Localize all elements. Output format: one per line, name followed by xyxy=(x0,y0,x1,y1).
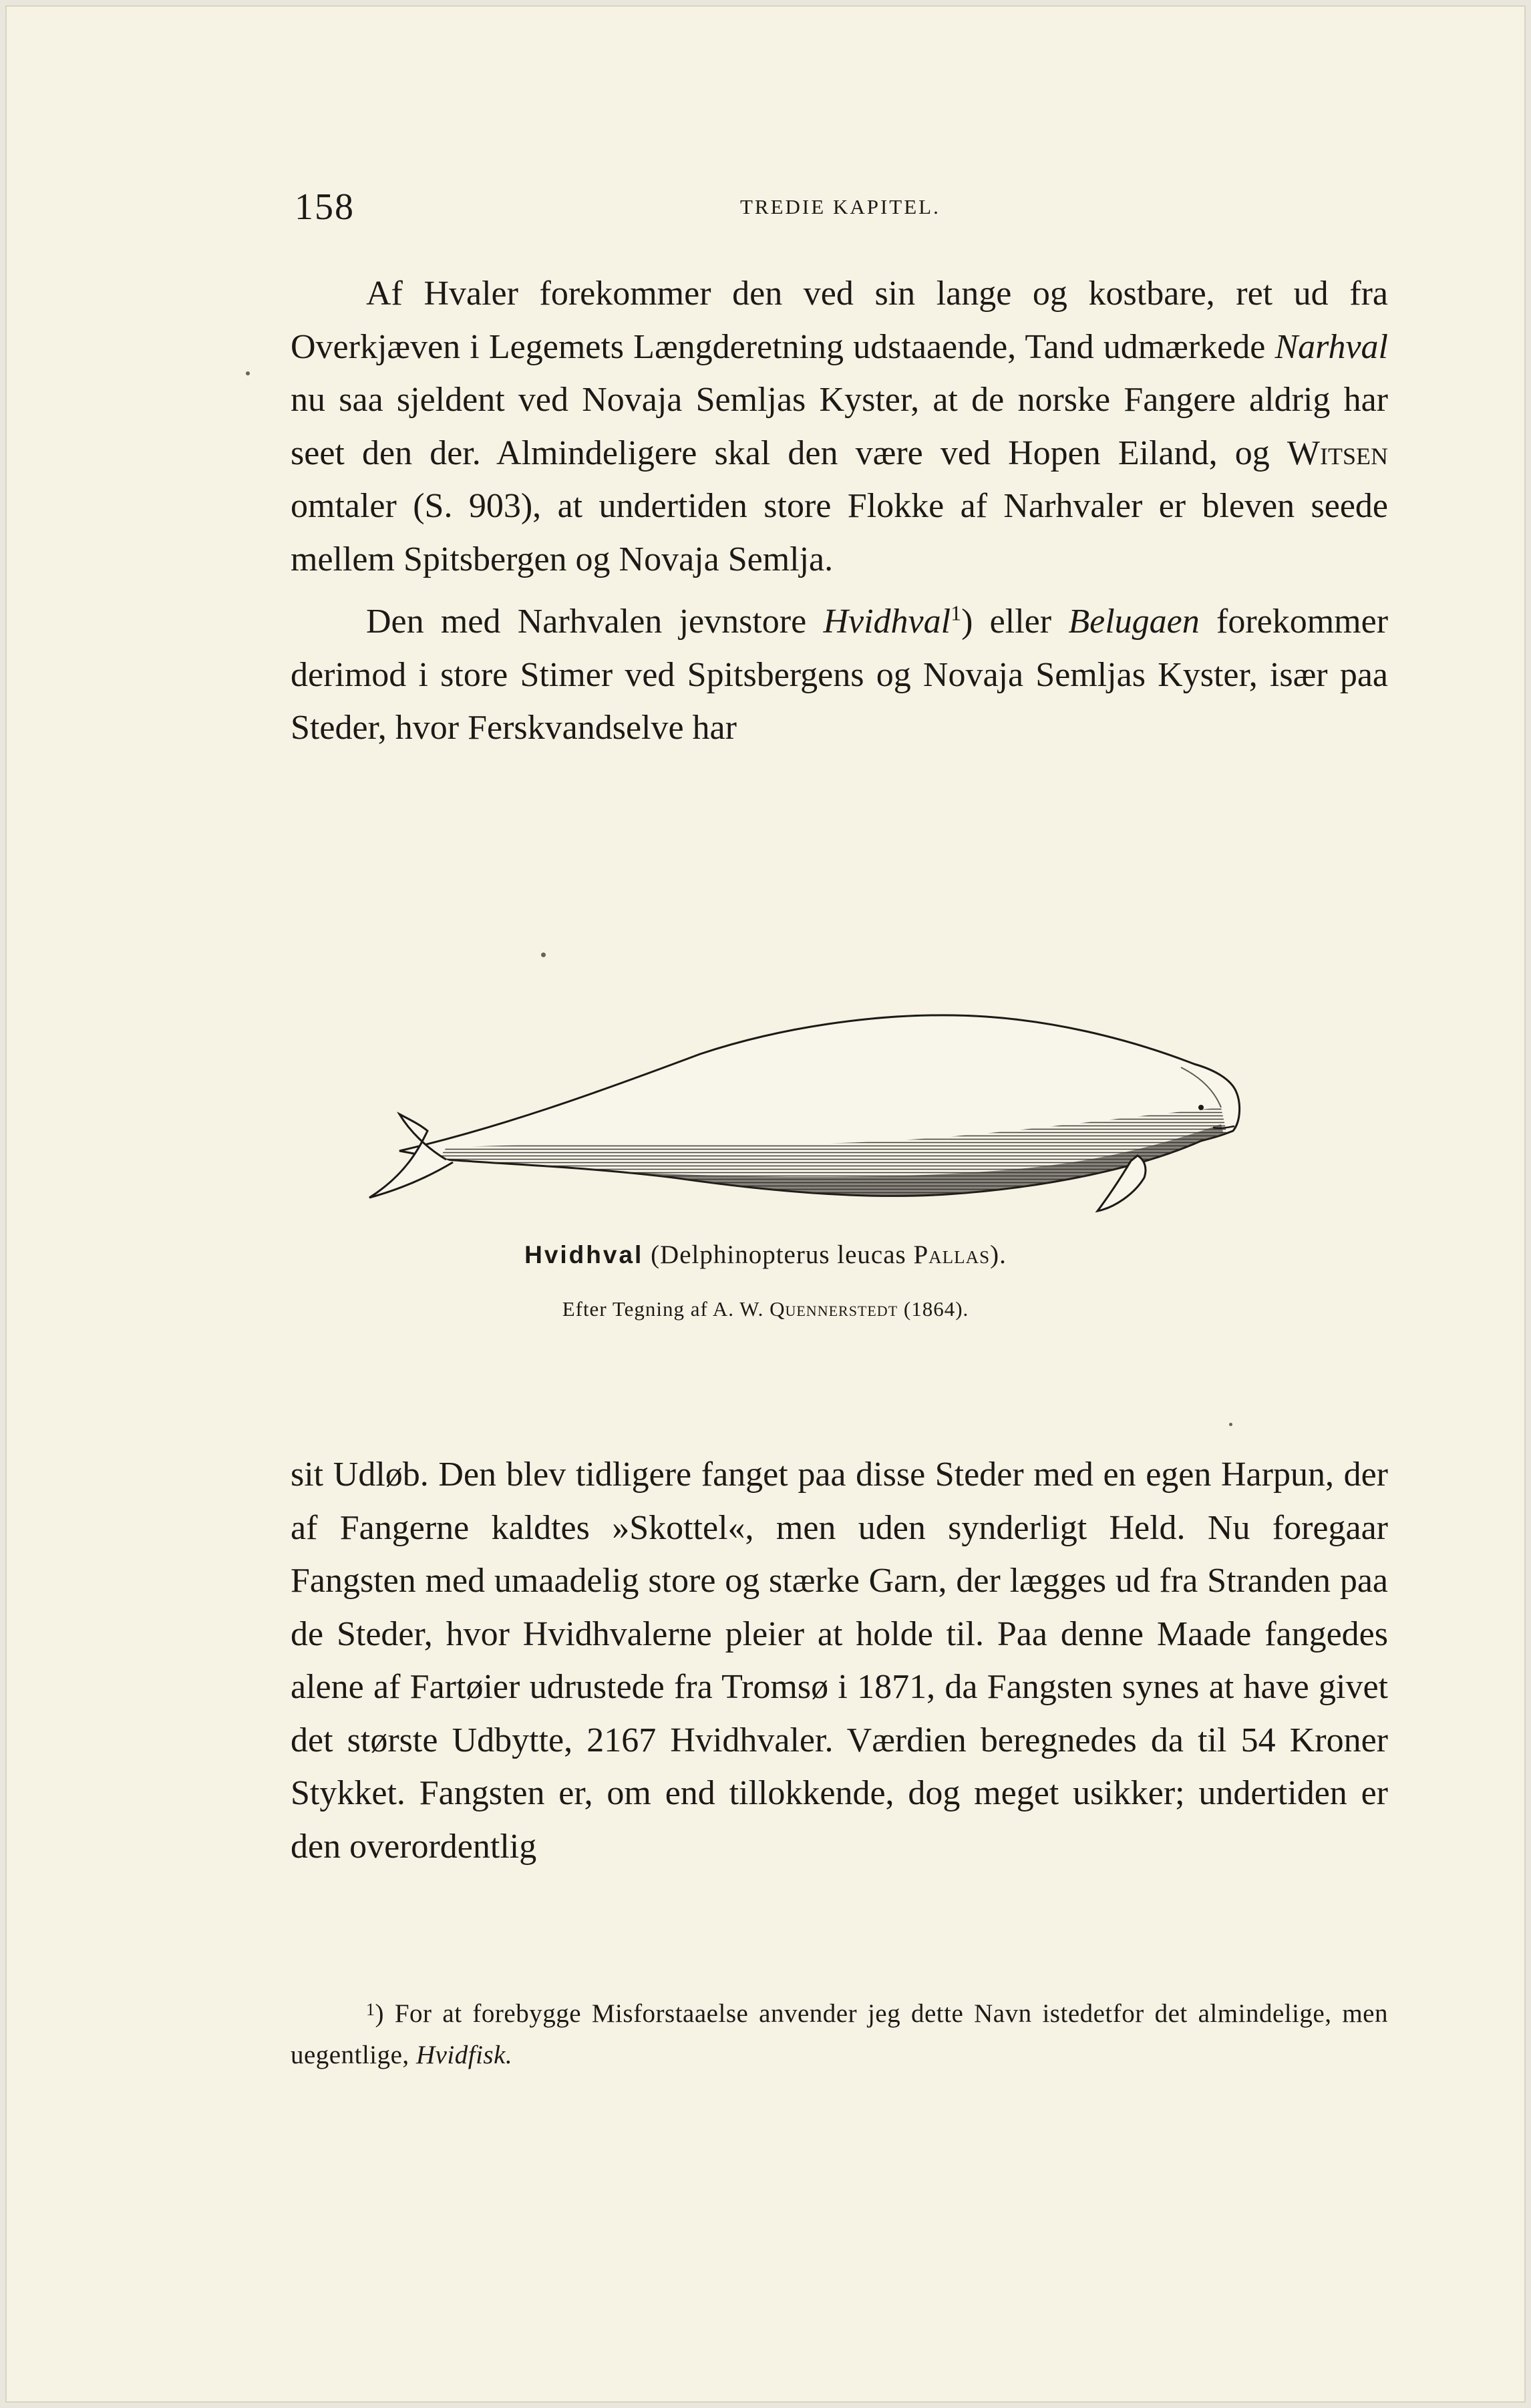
text-run: omtaler (S. 903), at undertiden store Flokke af Narhvaler er bleven seede mellem Spitsbergen og Novaja Semlja. xyxy=(291,487,1388,578)
caption-text: (Delphinopterus leucas xyxy=(643,1240,914,1269)
credit-text: Efter Tegning af A. W. xyxy=(562,1297,770,1321)
whale-tail-fluke xyxy=(369,1114,453,1198)
figure-credit xyxy=(5,1297,1526,1321)
caption-text: ). xyxy=(990,1240,1007,1269)
text-run: Den med Narhvalen jevnstore xyxy=(366,603,824,641)
beluga-illustration xyxy=(353,947,1335,1221)
text-run: forekommer derimod i store Stimer ved Spitsbergens og Novaja Semljas Kyster, især paa Steder, hvor Ferskvandselve har xyxy=(291,603,1389,747)
credit-text: (1864). xyxy=(898,1297,969,1321)
footnote-reference: 1 xyxy=(951,600,962,625)
paper-speck xyxy=(1229,1423,1232,1426)
italic-term-hvidfisk: Hvidfisk. xyxy=(415,2041,513,2069)
book-page xyxy=(5,5,1526,2403)
paragraph-hunting xyxy=(291,1448,1388,1873)
page-header xyxy=(5,186,1526,239)
whale-eye xyxy=(1198,1105,1204,1110)
italic-term-belugaen: Belugaen xyxy=(1068,603,1200,641)
credit-artist: Quennerstedt xyxy=(770,1297,898,1321)
running-head: TREDIE KAPITEL. xyxy=(740,195,941,218)
figure-caption xyxy=(5,1240,1526,1270)
author-witsen: Witsen xyxy=(1287,434,1388,472)
italic-term-narhval: Narhval xyxy=(1274,327,1388,366)
paper-speck xyxy=(541,953,546,957)
text-run: nu saa sjeldent ved Novaja Semljas Kyster, at de norske Fangere aldrig har seet den der. Almindeligere skal den være ved Hopen Eiland, og xyxy=(291,381,1388,472)
paragraph-text: sit Udløb. Den blev tidligere fanget paa disse Steder med en egen Harpun, der af Fangerne kaldtes »Skottel«, men uden synderligt Held. Nu foregaar Fangsten med umaadelig store og stærke Garn, der lægges ud fra Stranden paa de Steder, hvor Hvidhvalerne pleier at holde til. Paa denne Maade fangedes alene af Fartøier udrustede fra Tromsø i 1871, da Fangsten synes at have givet det største Udbytte, 2167 Hvidhvaler. Værdien beregnedes da til 54 Kroner Stykket. Fangsten er, om end tillokkende, dog meget usikker; undertiden er den overordentlig xyxy=(291,1455,1388,1866)
footnote-mark: 1 xyxy=(366,2000,375,2019)
paper-speck xyxy=(246,371,250,375)
page-number: 158 xyxy=(295,186,355,228)
caption-author: Pallas xyxy=(913,1240,991,1269)
caption-species: Hvidhval xyxy=(524,1241,644,1268)
text-run: ) eller xyxy=(961,603,1069,641)
text-run: Af Hvaler forekommer den ved sin lange og kostbare, ret ud fra Overkjæven i Legemets Længderetning udstaaende, Tand udmærkede xyxy=(291,275,1388,366)
footnote-text: ) For at forebygge Misforstaaelse anvender jeg dette Navn istedetfor det almindelige, men uegentlige, xyxy=(291,1999,1388,2069)
footnote xyxy=(291,1989,1388,2076)
italic-term-hvidhval: Hvidhval xyxy=(823,603,951,641)
paragraph-narwhal xyxy=(291,267,1388,755)
